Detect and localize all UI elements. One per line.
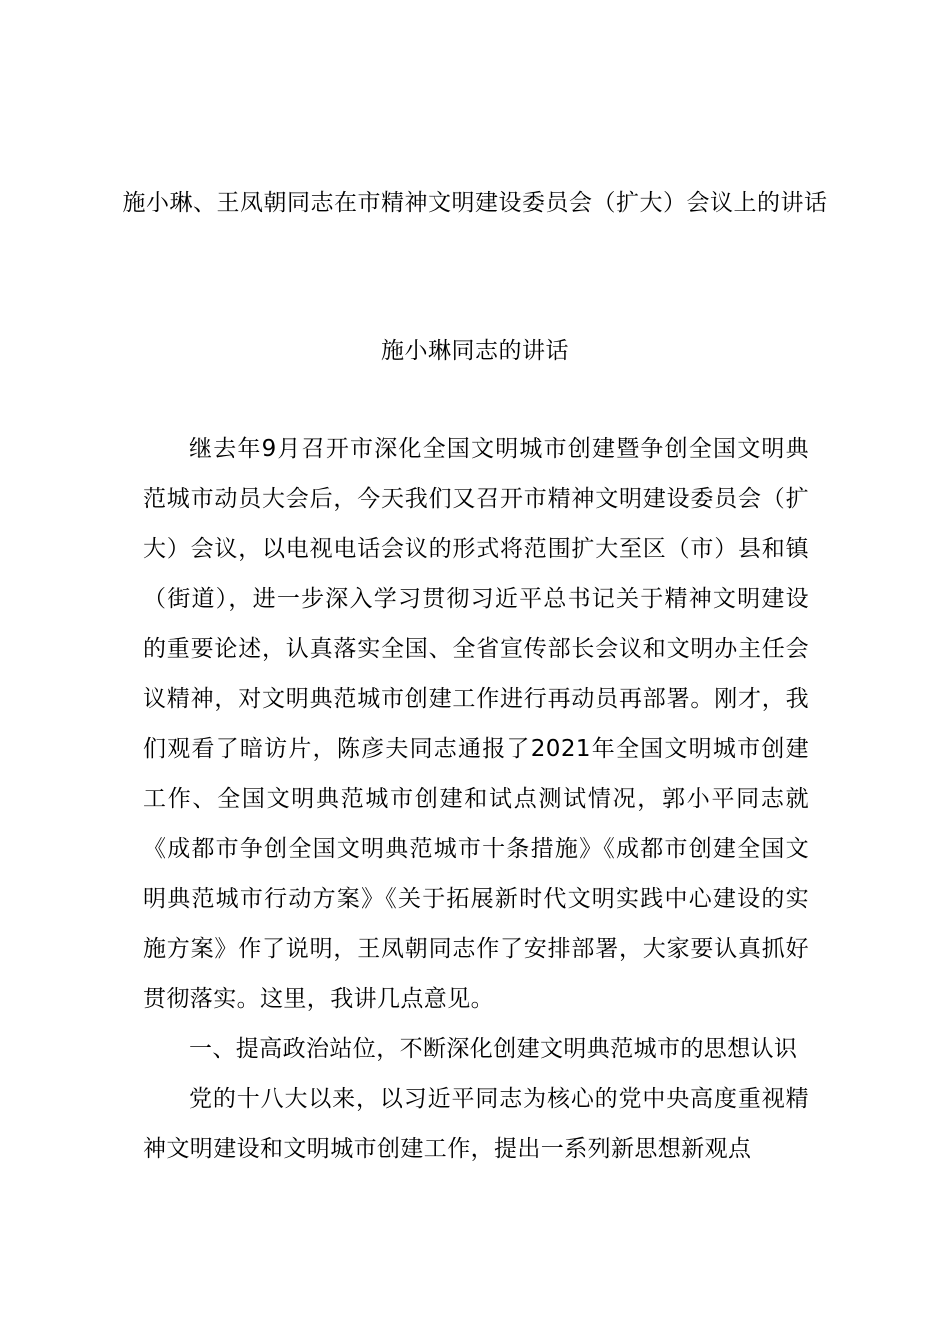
speech-subtitle: 施小琳同志的讲话	[381, 338, 569, 364]
document-title: 施小琳、王凤朝同志在市精神文明建设委员会（扩大）会议上的讲话	[122, 190, 828, 216]
paragraph-section-1: 党的十八大以来，以习近平同志为核心的党中央高度重视精神文明建设和文明城市创建工作，提出一系列新思想新观点	[143, 1086, 809, 1162]
section-heading-1: 一、提高政治站位，不断深化创建文明典范城市的思想认识	[189, 1036, 798, 1062]
paragraph-intro: 继去年9月召开市深化全国文明城市创建暨争创全国文明典范城市动员大会后，今天我们又召开市精神文明建设委员会（扩大）会议，以电视电话会议的形式将范围扩大至区（市）县和镇（街道），进一步深入学习贯彻习近平总书记关于精神文明建设的重要论述，认真落实全国、全省宣传部长会议和文明办主任会议精神，对文明典范城市创建工作进行再动员再部署。刚才，我们观看了暗访片，陈彦夫同志通报了2021年全国文明城市创建工作、全国文明典范城市创建和试点测试情况，郭小平同志就《成都市争创全国文明典范城市十条措施》《成都市创建全国文明典范城市行动方案》《关于拓展新时代文明实践中心建设的实施方案》作了说明，王凤朝同志作了安排部署，大家要认真抓好贯彻落实。这里，我讲几点意见。	[143, 436, 809, 1012]
document-body	[143, 424, 809, 1174]
